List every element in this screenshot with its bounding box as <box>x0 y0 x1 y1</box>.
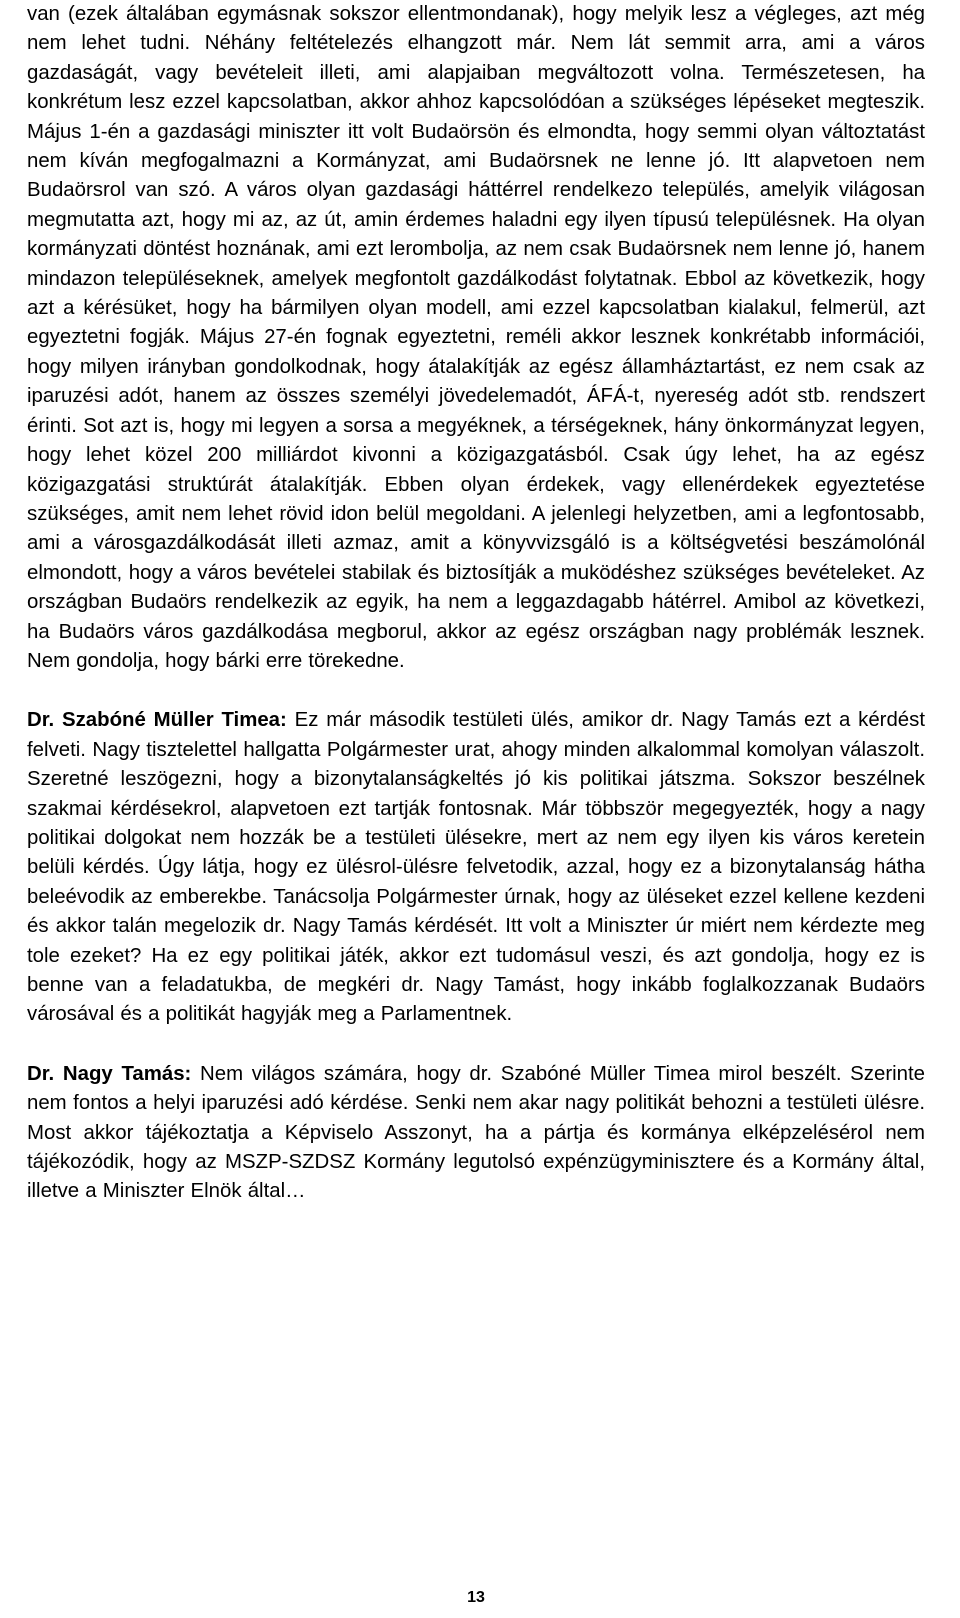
paragraph-text: Ez már második testületi ülés, amikor dr. Nagy Tamás ezt a kérdést felveti. Nagy tisztelettel hallgatta Polgármester urat, ahogy minden alkalommal komolyan válaszolt. Szeretné leszögezni, hogy a bizonytalanságkeltés jó kis politikai játszma. Sokszor beszélnek szakmai kérdésekrol, alapvetoen ezt tartják fontosnak. Már többször megegyezték, hogy a nagy politikai dolgokat nem hozzák be a testületi ülésekre, mert az nem egy ilyen kis város keretein belüli kérdés. Úgy látja, hogy ez ülésrol-ülésre felvetodik, azzal, hogy ez a bizonytalanság hátha beleévodik az emberekbe. Tanácsolja Polgármester úrnak, hogy az üléseket ezzel kellene kezdeni és akkor talán megelozik dr. Nagy Tamás kérdését. Itt volt a Miniszter úr miért nem kérdezte meg tole ezeket? Ha ez egy politikai játék, akkor ezt tudomásul veszi, és azt gondolja, hogy ez is benne van a feladatukba, de megkéri dr. Nagy Tamást, hogy inkább foglalkozzanak Budaörs városával és a politikát hagyják meg a Parlamentnek. <box>27 709 925 1026</box>
paragraph-text: Nem világos számára, hogy dr. Szabóné Müller Timea mirol beszélt. Szerinte nem fontos a helyi iparuzési adó kérdése. Senki nem akar nagy politikát behozni a testületi ülésre. Most akkor tájékoztatja a Képviselo Asszonyt, ha a pártja és kormánya elképzelésérol nem tájékozódik, hogy az MSZP-SZDSZ Kormány legutolsó expénzügyminisztere és a Kormány által, illetve a Miniszter Elnök által… <box>27 1062 925 1203</box>
speaker-name: Dr. Nagy Tamás: <box>27 1062 192 1085</box>
paragraph-intro <box>27 0 925 676</box>
page-number: 13 <box>467 1589 485 1606</box>
paragraph-nagy <box>27 1060 925 1207</box>
speaker-name: Dr. Szabóné Müller Timea: <box>27 709 287 732</box>
document-page <box>27 0 925 1618</box>
paragraph-text: van (ezek általában egymásnak sokszor ellentmondanak), hogy melyik lesz a végleges, azt még nem lehet tudni. Néhány feltételezés elhangzott már. Nem lát semmit arra, ami a város gazdaságát, vagy bevételeit illeti, ami alapjaiban megváltozott volna. Természetesen, ha konkrétum lesz ezzel kapcsolatban, akkor ahhoz kapcsolódóan a szükséges lépéseket megteszik. Május 1-én a gazdasági miniszter itt volt Budaörsön és elmondta, hogy semmi olyan változtatást nem kíván megfogalmazni a Kormányzat, ami Budaörsnek ne lenne jó. Itt alapvetoen nem Budaörsrol van szó. A város olyan gazdasági háttérrel rendelkezo település, amelyik világosan megmutatta azt, hogy mi az, az út, amin érdemes haladni egy ilyen típusú településnek. Ha olyan kormányzati döntést hoznának, ami ezt lerombolja, az nem csak Budaörsnek nem lenne jó, hanem mindazon településeknek, amelyek megfontolt gazdálkodást folytatnak. Ebbol az következik, hogy azt a kérésüket, hogy ha bármilyen olyan modell, ami ezzel kapcsolatban kialakul, felmerül, azt egyeztetni fogják. Május 27-én fognak egyeztetni, reméli akkor lesznek konkrétabb információi, hogy milyen irányban gondolkodnak, hogy átalakítják az egész államháztartást, ez nem csak az iparuzési adót, hanem az összes személyi jövedelemadót, ÁFÁ-t, nyereség adót stb. rendszert érinti. Sot azt is, hogy mi legyen a sorsa a megyéknek, a térségeknek, hány önkormányzat legyen, hogy lehet közel 200 milliárdot kivonni a közigazgatásból. Csak úgy lehet, ha az egész közigazgatási struktúrát átalakítják. Ebben olyan érdekek, vagy ellenérdekek egyeztetése szükséges, amit nem lehet rövid idon belül megoldani. A jelenlegi helyzetben, ami a legfontosabb, ami a városgazdálkodását illeti azmaz, amit a könyvvizsgáló is a költségvetési beszámolónál elmondott, hogy a város bevételei stabilak és biztosítják a muködéshez szükséges bevételeket. Az országban Budaörs rendelkezik az egyik, ha nem a leggazdagabb hátérrel. Amibol az következi, ha Budaörs város gazdálkodása megborul, akkor az egész országban nagy problémák lesznek. Nem gondolja, hogy bárki erre törekedne. <box>27 3 925 672</box>
paragraph-szabone <box>27 706 925 1029</box>
